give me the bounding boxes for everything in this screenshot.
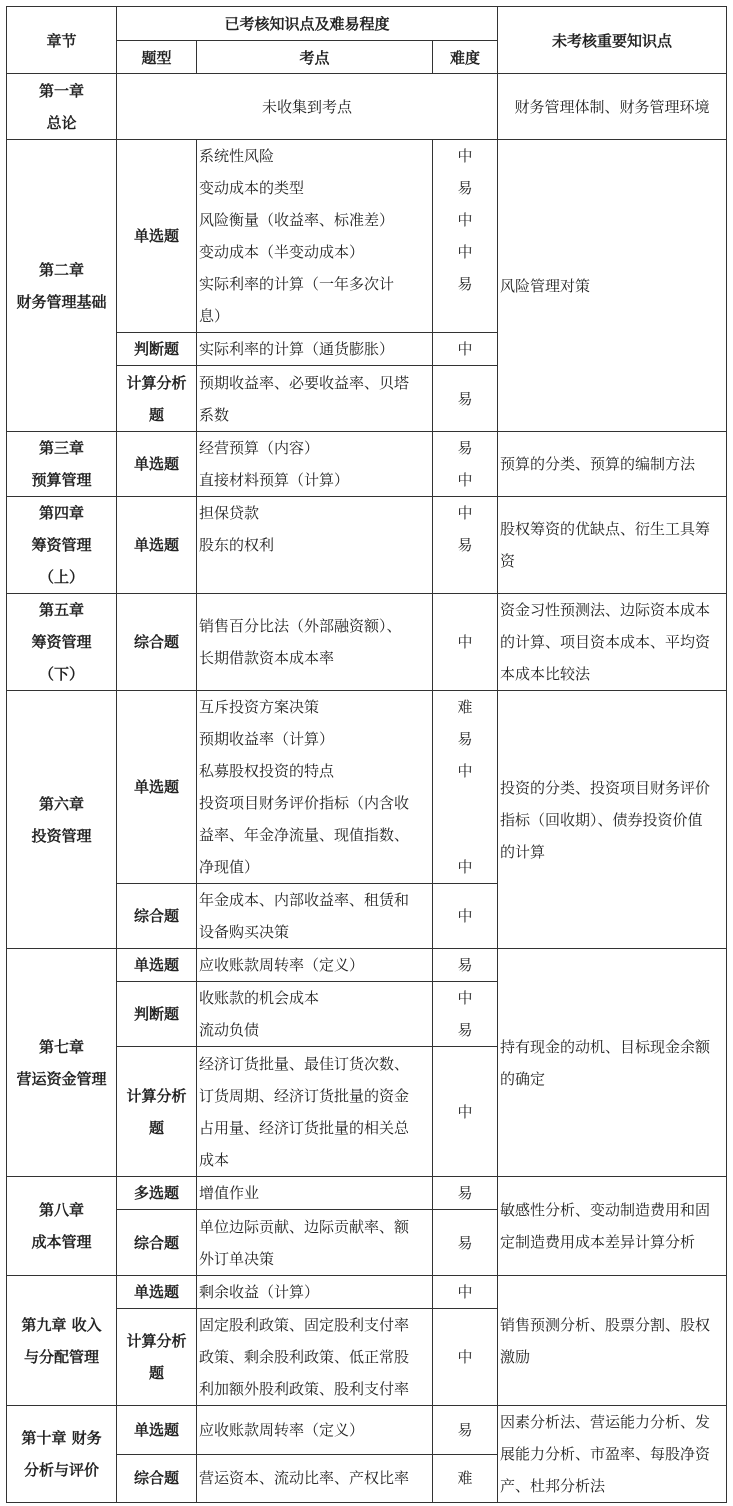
chapter-6-difficulty-1: 难 易 中 中	[433, 691, 498, 884]
header-point: 考点	[197, 41, 433, 74]
chapter-7-type-3: 计算分析 题	[117, 1047, 197, 1177]
chapter-10-points-2: 营运资本、流动比率、产权比率	[197, 1454, 433, 1503]
header-difficulty: 难度	[433, 41, 498, 74]
chapter-4-unexamined: 股权筹资的优缺点、衍生工具筹 资	[498, 497, 727, 594]
chapter-2-points-1: 系统性风险 变动成本的类型 风险衡量（收益率、标准差） 变动成本（半变动成本） 实际利率的计算（一年多次计 息）	[197, 140, 433, 333]
chapter-7-type-1: 单选题	[117, 949, 197, 982]
chapter-6-row-1	[7, 691, 727, 884]
chapter-5-row	[7, 594, 727, 691]
chapter-10-name: 第十章 财务 分析与评价	[7, 1406, 117, 1503]
chapter-6-points-1: 互斥投资方案决策 预期收益率（计算） 私募股权投资的特点 投资项目财务评价指标（内含收 益率、年金净流量、现值指数、 净现值）	[197, 691, 433, 884]
chapter-3-row	[7, 432, 727, 497]
chapter-5-points-1: 销售百分比法（外部融资额）、 长期借款资本成本率	[197, 594, 433, 691]
chapter-4-points-1: 担保贷款 股东的权利	[197, 497, 433, 594]
header-chapter: 章节	[7, 7, 117, 74]
header-examined: 已考核知识点及难易程度	[117, 7, 498, 41]
chapter-9-unexamined: 销售预测分析、股票分割、股权 激励	[498, 1276, 727, 1406]
header-type: 题型	[117, 41, 197, 74]
chapter-4-row	[7, 497, 727, 594]
header-unexamined: 未考核重要知识点	[498, 7, 727, 74]
chapter-9-difficulty-2: 中	[433, 1309, 498, 1406]
knowledge-table	[6, 6, 727, 1503]
chapter-2-difficulty-1: 中 易 中 中 易	[433, 140, 498, 333]
chapter-10-points-1: 应收账款周转率（定义）	[197, 1406, 433, 1455]
chapter-8-type-1: 多选题	[117, 1177, 197, 1210]
chapter-7-points-1: 应收账款周转率（定义）	[197, 949, 433, 982]
chapter-1-unexamined: 财务管理体制、财务管理环境	[498, 74, 727, 140]
chapter-7-unexamined: 持有现金的动机、目标现金余额 的确定	[498, 949, 727, 1177]
chapter-10-row-1	[7, 1406, 727, 1455]
chapter-1-name: 第一章 总论	[7, 74, 117, 140]
chapter-6-unexamined: 投资的分类、投资项目财务评价 指标（回收期）、债券投资价值 的计算	[498, 691, 727, 949]
chapter-2-points-2: 实际利率的计算（通货膨胀）	[197, 333, 433, 366]
chapter-9-points-2: 固定股利政策、固定股利支付率 政策、剩余股利政策、低正常股 利加额外股利政策、股利支付率	[197, 1309, 433, 1406]
chapter-2-name: 第二章 财务管理基础	[7, 140, 117, 432]
chapter-7-points-2: 收账款的机会成本 流动负债	[197, 982, 433, 1047]
chapter-6-type-2: 综合题	[117, 884, 197, 949]
chapter-8-unexamined: 敏感性分析、变动制造费用和固 定制造费用成本差异计算分析	[498, 1177, 727, 1276]
chapter-2-points-3: 预期收益率、必要收益率、贝塔 系数	[197, 366, 433, 432]
chapter-7-type-2: 判断题	[117, 982, 197, 1047]
chapter-5-type-1: 综合题	[117, 594, 197, 691]
chapter-3-difficulty-1: 易 中	[433, 432, 498, 497]
chapter-2-row-1	[7, 140, 727, 333]
chapter-10-difficulty-2: 难	[433, 1454, 498, 1503]
chapter-8-difficulty-2: 易	[433, 1210, 498, 1276]
chapter-1-row	[7, 74, 727, 140]
chapter-3-points-1: 经营预算（内容） 直接材料预算（计算）	[197, 432, 433, 497]
chapter-8-name: 第八章 成本管理	[7, 1177, 117, 1276]
chapter-6-difficulty-2: 中	[433, 884, 498, 949]
chapter-3-type-1: 单选题	[117, 432, 197, 497]
chapter-10-unexamined: 因素分析法、营运能力分析、发 展能力分析、市盈率、每股净资 产、杜邦分析法	[498, 1406, 727, 1503]
chapter-5-difficulty-1: 中	[433, 594, 498, 691]
chapter-3-unexamined: 预算的分类、预算的编制方法	[498, 432, 727, 497]
chapter-10-type-1: 单选题	[117, 1406, 197, 1455]
chapter-6-name: 第六章 投资管理	[7, 691, 117, 949]
chapter-9-points-1: 剩余收益（计算）	[197, 1276, 433, 1309]
chapter-2-type-3: 计算分析 题	[117, 366, 197, 432]
chapter-5-unexamined: 资金习性预测法、边际资本成本 的计算、项目资本成本、平均资 本成本比较法	[498, 594, 727, 691]
chapter-5-name: 第五章 筹资管理 （下）	[7, 594, 117, 691]
chapter-8-type-2: 综合题	[117, 1210, 197, 1276]
chapter-2-type-1: 单选题	[117, 140, 197, 333]
chapter-7-difficulty-3: 中	[433, 1047, 498, 1177]
chapter-9-name: 第九章 收入 与分配管理	[7, 1276, 117, 1406]
chapter-4-name: 第四章 筹资管理 （上）	[7, 497, 117, 594]
chapter-9-difficulty-1: 中	[433, 1276, 498, 1309]
chapter-6-points-2: 年金成本、内部收益率、租赁和 设备购买决策	[197, 884, 433, 949]
chapter-2-difficulty-3: 易	[433, 366, 498, 432]
chapter-8-points-2: 单位边际贡献、边际贡献率、额 外订单决策	[197, 1210, 433, 1276]
chapter-10-difficulty-1: 易	[433, 1406, 498, 1455]
chapter-6-type-1: 单选题	[117, 691, 197, 884]
chapter-7-name: 第七章 营运资金管理	[7, 949, 117, 1177]
chapter-7-points-3: 经济订货批量、最佳订货次数、 订货周期、经济订货批量的资金 占用量、经济订货批量的相关总 成本	[197, 1047, 433, 1177]
chapter-10-type-2: 综合题	[117, 1454, 197, 1503]
chapter-9-row-1	[7, 1276, 727, 1309]
chapter-9-type-2: 计算分析 题	[117, 1309, 197, 1406]
chapter-7-difficulty-2: 中 易	[433, 982, 498, 1047]
chapter-8-row-1	[7, 1177, 727, 1210]
chapter-2-difficulty-2: 中	[433, 333, 498, 366]
chapter-1-points: 未收集到考点	[117, 74, 498, 140]
header-row-1	[7, 7, 727, 41]
chapter-2-unexamined: 风险管理对策	[498, 140, 727, 432]
chapter-4-type-1: 单选题	[117, 497, 197, 594]
chapter-9-type-1: 单选题	[117, 1276, 197, 1309]
chapter-8-points-1: 增值作业	[197, 1177, 433, 1210]
chapter-4-difficulty-1: 中 易	[433, 497, 498, 594]
chapter-3-name: 第三章 预算管理	[7, 432, 117, 497]
chapter-2-type-2: 判断题	[117, 333, 197, 366]
chapter-8-difficulty-1: 易	[433, 1177, 498, 1210]
chapter-7-row-1	[7, 949, 727, 982]
chapter-7-difficulty-1: 易	[433, 949, 498, 982]
